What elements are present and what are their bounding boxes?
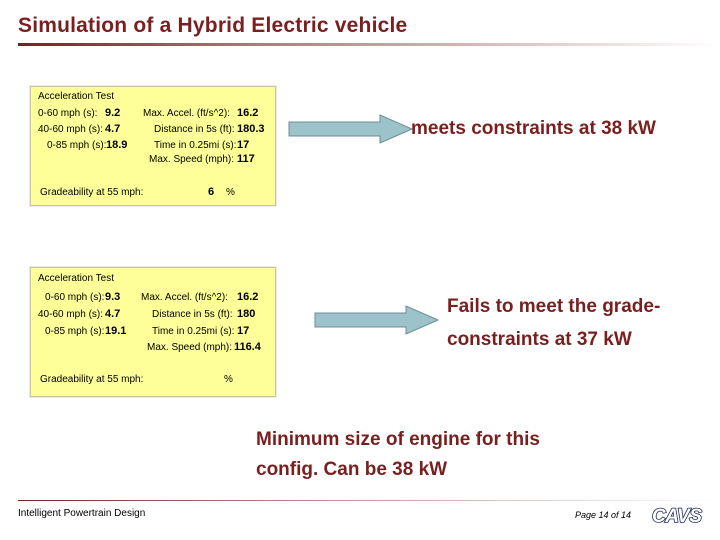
max-accel-value: 16.2 — [237, 107, 259, 119]
row-0-85-label: 0-85 mph (s): — [47, 140, 107, 151]
row-0-60-value: 9.3 — [105, 291, 121, 303]
max-speed-value: 116.4 — [234, 341, 261, 353]
cavs-logo — [650, 503, 706, 527]
max-accel-value: 16.2 — [237, 291, 259, 303]
gradeability-label: Gradeability at 55 mph: — [40, 374, 144, 385]
gradeability-label: Gradeability at 55 mph: — [40, 187, 144, 198]
result-message-fail — [447, 290, 660, 356]
max-accel-label: Max. Accel. (ft/s^2): — [143, 108, 230, 119]
time-value: 17 — [237, 139, 250, 151]
distance-value: 180.3 — [237, 123, 265, 135]
row-40-60-value: 4.7 — [105, 308, 121, 320]
results-panel-37kw — [30, 267, 276, 397]
distance-label: Distance in 5s (ft): — [152, 309, 233, 320]
row-0-60-value: 9.2 — [105, 107, 121, 119]
page-number: Page 14 of 14 — [575, 510, 632, 520]
max-accel-label: Max. Accel. (ft/s^2): — [141, 292, 228, 303]
row-40-60-label: 40-60 mph (s): — [38, 309, 104, 320]
gradeability-unit: % — [226, 187, 235, 198]
panel-title: Acceleration Test — [38, 273, 114, 284]
slide-title: Simulation of a Hybrid Electric vehicle — [18, 14, 408, 37]
row-40-60-value: 4.7 — [105, 123, 121, 135]
row-0-85-label: 0-85 mph (s): — [45, 326, 105, 337]
logo-text: CAVS — [652, 506, 702, 527]
distance-label: Distance in 5s (ft): — [154, 124, 235, 135]
gradeability-unit: % — [224, 374, 233, 385]
right-arrow-icon — [314, 305, 440, 335]
row-0-85-value: 19.1 — [105, 325, 127, 337]
row-0-85-value: 18.9 — [106, 139, 128, 151]
result-message-fail-line1: Fails to meet the grade- — [447, 296, 661, 317]
conclusion-line2: config. Can be 38 kW — [256, 459, 448, 480]
panel-title: Acceleration Test — [38, 91, 114, 102]
conclusion-line1: Minimum size of engine for this — [256, 429, 540, 450]
gradeability-value: 6 — [208, 186, 215, 198]
max-speed-label: Max. Speed (mph): — [149, 154, 235, 165]
time-label: Time in 0.25mi (s): — [152, 326, 235, 337]
time-value: 17 — [237, 325, 250, 337]
footer-course-title: Intelligent Powertrain Design — [18, 508, 146, 519]
row-0-60-label: 0-60 mph (s): — [45, 292, 105, 303]
result-message-fail-line2: constraints at 37 kW — [447, 329, 632, 350]
distance-value: 180 — [237, 308, 256, 320]
right-arrow-icon — [288, 114, 414, 144]
title-underline — [18, 43, 718, 46]
row-0-60-label: 0-60 mph (s): — [38, 108, 98, 119]
result-message-pass: meets constraints at 38 kW — [411, 118, 656, 139]
results-panel-38kw — [30, 86, 276, 206]
max-speed-value: 117 — [237, 153, 255, 165]
row-40-60-label: 40-60 mph (s): — [38, 124, 104, 135]
footer-divider — [18, 500, 718, 501]
max-speed-label: Max. Speed (mph): — [147, 342, 233, 353]
conclusion-message — [256, 425, 540, 485]
time-label: Time in 0.25mi (s): — [154, 140, 237, 151]
